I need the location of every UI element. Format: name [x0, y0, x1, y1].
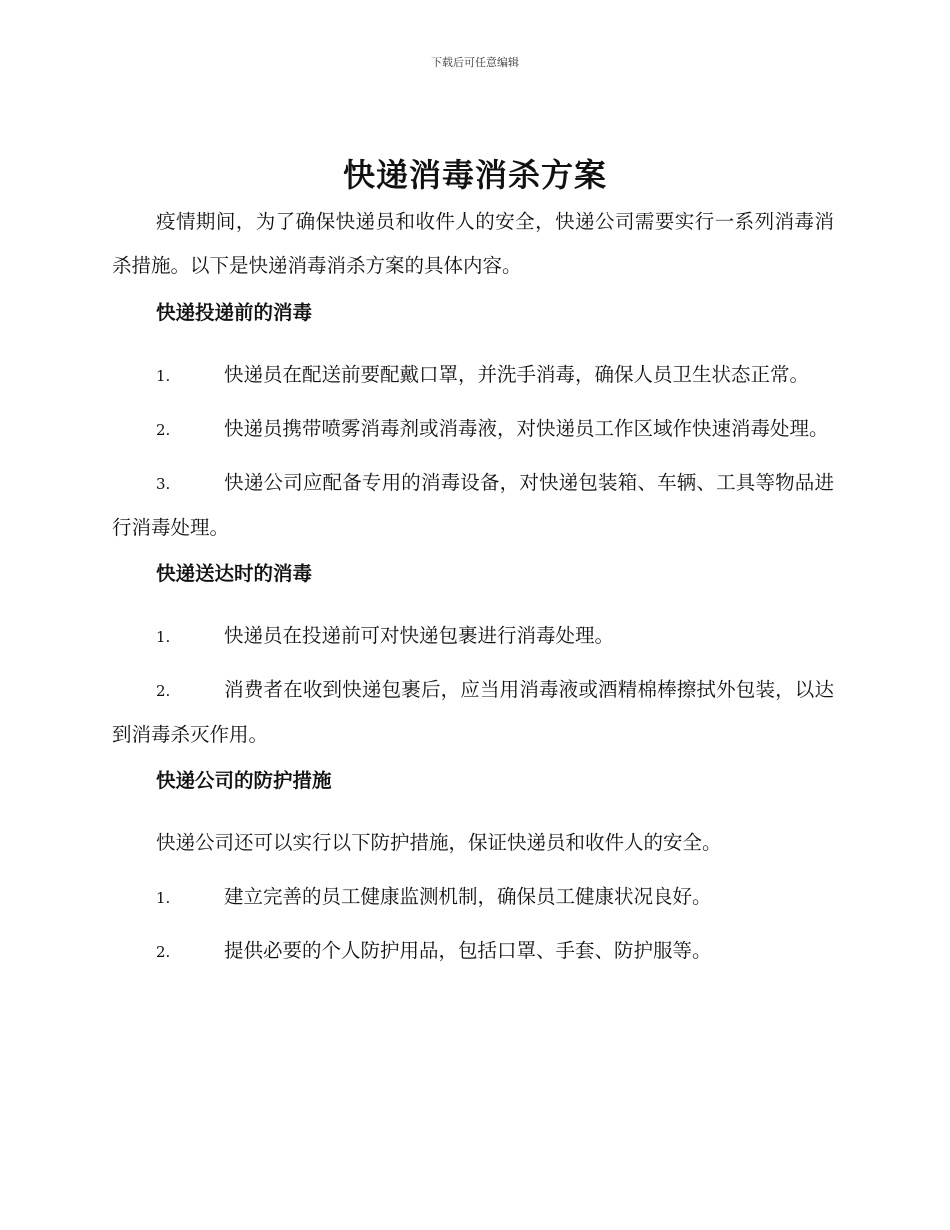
list-item: [112, 407, 834, 452]
section-heading: 快递公司的防护措施: [156, 769, 332, 792]
item-number: 2.: [156, 421, 171, 439]
list-item: [112, 875, 834, 920]
item-text: 快递员携带喷雾消毒剂或消毒液，对快递员工作区域作快速消毒处理。: [224, 417, 829, 440]
item-text: 建立完善的员工健康监测机制，确保员工健康状况良好。: [224, 885, 712, 908]
page-title: 快递消毒消杀方案: [342, 156, 607, 194]
item-number: 1.: [156, 889, 171, 907]
list-item: [112, 461, 834, 550]
section-heading: 快递送达时的消毒: [156, 562, 313, 585]
section-predelivery: [112, 298, 834, 550]
list-item: [112, 614, 834, 659]
item-text: 快递公司应配备专用的消毒设备，对快递包装箱、车辆、工具等物品进行消毒处理。: [112, 471, 834, 539]
header-note: 下载后可任意编辑: [431, 56, 519, 69]
list-item: [112, 929, 834, 974]
item-text: 快递员在配送前要配戴口罩，并洗手消毒，确保人员卫生状态正常。: [224, 363, 810, 386]
item-text: 快递员在投递前可对快递包裹进行消毒处理。: [224, 624, 615, 647]
list-item: [112, 668, 834, 757]
item-text: 消费者在收到快递包裹后，应当用消毒液或酒精棉棒擦拭外包装，以达到消毒杀灭作用。: [112, 678, 834, 746]
item-number: 2.: [156, 682, 171, 700]
section-heading: 快递投递前的消毒: [156, 301, 313, 324]
item-text: 提供必要的个人防护用品，包括口罩、手套、防护服等。: [224, 939, 712, 962]
section-intro: 快递公司还可以实行以下防护措施，保证快递员和收件人的安全。: [156, 831, 722, 854]
section-delivery: [112, 559, 834, 757]
document-body: [112, 200, 834, 983]
list-item: [112, 353, 834, 398]
item-number: 2.: [156, 943, 171, 961]
item-number: 3.: [156, 475, 171, 493]
intro-paragraph: 疫情期间，为了确保快递员和收件人的安全，快递公司需要实行一系列消毒消杀措施。以下是快递消毒消杀方案的具体内容。: [112, 210, 834, 277]
section-protection: [112, 766, 834, 974]
item-number: 1.: [156, 628, 171, 646]
item-number: 1.: [156, 367, 171, 385]
